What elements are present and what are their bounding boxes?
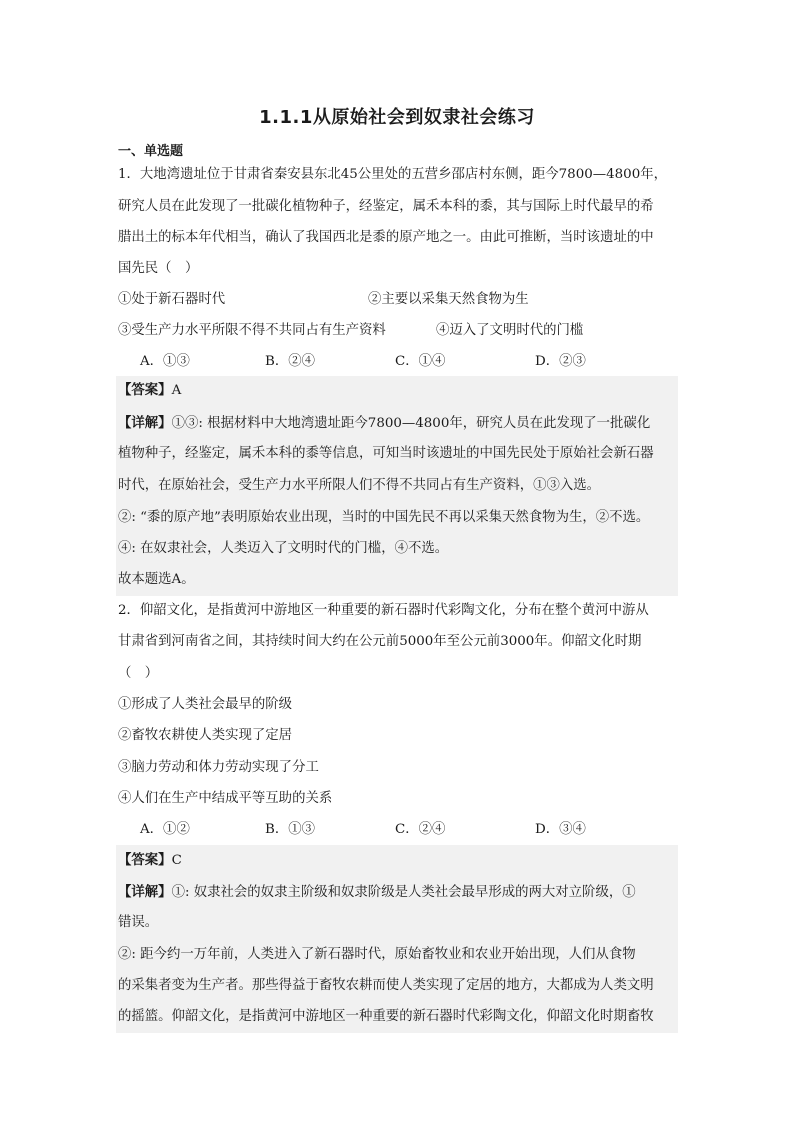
detail-label: 【详解】 xyxy=(118,884,172,900)
q2-option-d: D．③④ xyxy=(535,822,586,837)
section-heading: 一、单选题 xyxy=(118,144,184,159)
q1-option-a: A．①③ xyxy=(140,354,190,369)
q1-detail-line: ②: “黍的原产地”表明原始农业出现，当时的中国先民不再以采集天然食物为生，②不选。 xyxy=(118,510,650,525)
q1-option-d: D．②③ xyxy=(535,354,586,369)
q2-detail-line: 错误。 xyxy=(118,915,159,930)
q2-answer: C xyxy=(171,853,182,868)
q2-statement: ③脑力劳动和体力劳动实现了分工 xyxy=(118,760,319,775)
q1-statement-row xyxy=(118,321,678,341)
q1-detail-text: ①③: 根据材料中大地湾遗址距今7800—4800年，研究人员在此发现了一批碳化 xyxy=(171,416,651,431)
q1-answer-line xyxy=(118,380,678,401)
q2-stem-line: 2．仰韶文化，是指黄河中游地区一种重要的新石器时代彩陶文化，分布在整个黄河中游从 xyxy=(118,603,649,618)
answer-label: 【答案】 xyxy=(118,852,172,868)
q2-statement: ④人们在生产中结成平等互助的关系 xyxy=(118,791,333,806)
q2-stem-line: （ ） xyxy=(118,666,159,681)
q2-answer-line xyxy=(118,850,678,871)
q1-options xyxy=(140,352,680,372)
q1-detail-line: 故本题选A。 xyxy=(118,572,195,587)
q2-statement: ②畜牧农耕使人类实现了定居 xyxy=(118,728,293,743)
q1-stem-line: 1．大地湾遗址位于甘肃省秦安县东北45公里处的五营乡邵店村东侧，距今7800—4800年， xyxy=(118,167,667,182)
q1-statement: ①处于新石器时代 xyxy=(118,292,226,307)
q1-statement: ②主要以采集天然食物为生 xyxy=(368,292,529,307)
q2-detail-line: 的摇篮。仰韶文化，是指黄河中游地区一种重要的新石器时代彩陶文化，仰韶文化时期畜牧 xyxy=(118,1009,654,1024)
q1-stem-line: 国先民（ ） xyxy=(118,261,199,276)
page-title: 1.1.1从原始社会到奴隶社会练习 xyxy=(259,107,535,128)
q1-stem-line: 研究人员在此发现了一批碳化植物种子，经鉴定，属禾本科的黍，其与国际上时代最早的希 xyxy=(118,199,654,214)
q1-answer: A xyxy=(171,383,182,398)
q1-statement: ④迈入了文明时代的门槛 xyxy=(436,323,584,338)
q1-option-c: C．①④ xyxy=(395,354,446,369)
q1-statement: ③受生产力水平所限不得不共同占有生产资料 xyxy=(118,323,386,338)
q2-option-c: C．②④ xyxy=(395,822,446,837)
answer-label: 【答案】 xyxy=(118,382,172,398)
q2-option-b: B．①③ xyxy=(265,822,316,837)
q1-statement-row xyxy=(118,290,678,310)
q2-detail-text: ①: 奴隶社会的奴隶主阶级和奴隶阶级是人类社会最早形成的两大对立阶级，① xyxy=(171,885,636,900)
q2-option-a: A．①② xyxy=(140,822,190,837)
q2-detail-line xyxy=(118,882,678,903)
q2-detail-line: 的采集者变为生产者。那些得益于畜牧农耕而使人类实现了定居的地方，大都成为人类文明 xyxy=(118,978,654,993)
q2-stem-line: 甘肃省到河南省之间，其持续时间大约在公元前5000年至公元前3000年。仰韶文化时期 xyxy=(118,634,642,649)
q1-detail-line: 植物种子，经鉴定，属禾本科的黍等信息，可知当时该遗址的中国先民处于原始社会新石器 xyxy=(118,446,654,461)
q2-statement: ①形成了人类社会最早的阶级 xyxy=(118,697,293,712)
q1-option-b: B．②④ xyxy=(265,354,316,369)
detail-label: 【详解】 xyxy=(118,415,172,431)
q1-detail-line: 时代，在原始社会，受生产力水平所限人们不得不共同占有生产资料，①③入选。 xyxy=(118,478,601,493)
q2-answer-block xyxy=(116,845,678,1033)
q1-stem-line: 腊出土的标本年代相当，确认了我国西北是黍的原产地之一。由此可推断，当时该遗址的中 xyxy=(118,230,654,245)
q2-options xyxy=(140,820,680,840)
q2-detail-line: ②: 距今约一万年前，人类进入了新石器时代，原始畜牧业和农业开始出现，人们从食物 xyxy=(118,947,636,962)
q1-detail-line: ④: 在奴隶社会，人类迈入了文明时代的门槛，④不选。 xyxy=(118,541,449,556)
q1-detail-line xyxy=(118,413,678,434)
